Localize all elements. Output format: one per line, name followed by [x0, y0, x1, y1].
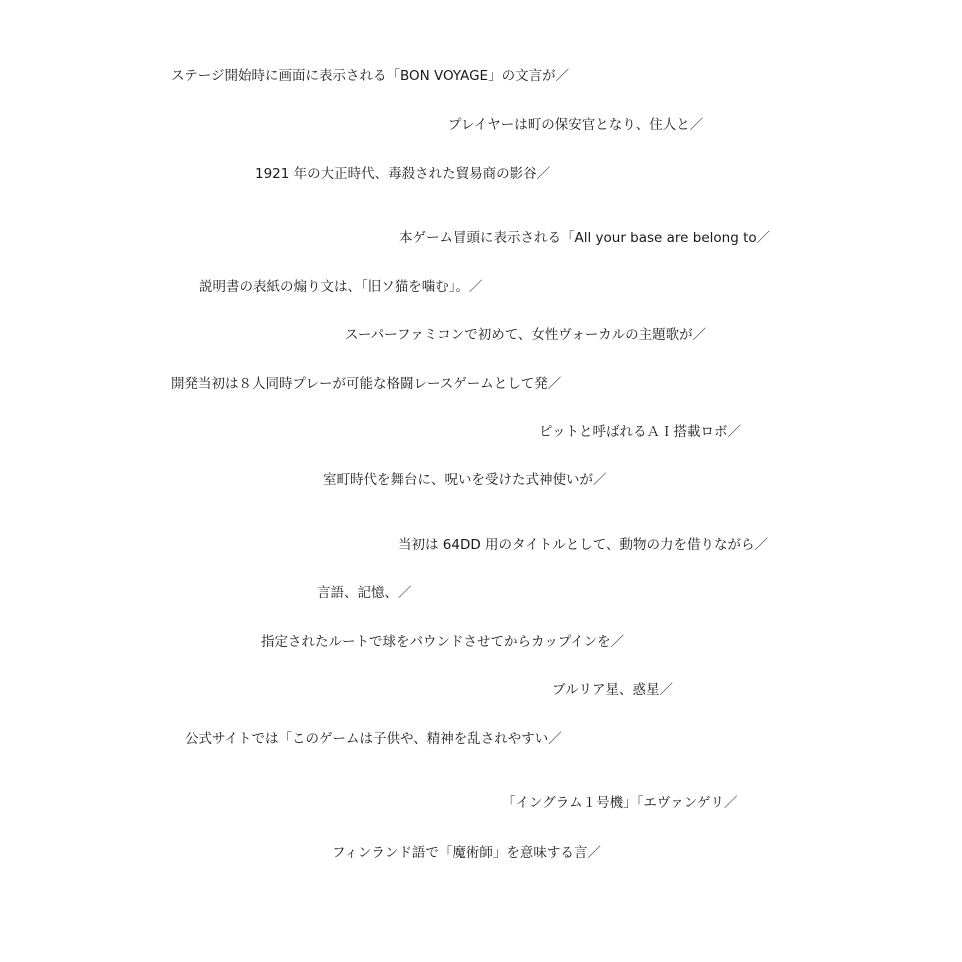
text-line-13: ブルリア星、惑星／ — [552, 682, 673, 698]
text-line-8: ピットと呼ばれるＡＩ搭載ロボ／ — [539, 424, 741, 440]
text-line-6: スーパーファミコンで初めて、女性ヴォーカルの主題歌が／ — [345, 327, 707, 343]
text-line-14: 公式サイトでは「このゲームは子供や、精神を乱されやすい／ — [185, 731, 562, 747]
text-line-16: フィンランド語で「魔術師」を意味する言／ — [332, 845, 601, 861]
text-line-1: ステージ開始時に画面に表示される「BON VOYAGE」の文言が／ — [171, 68, 570, 84]
text-line-10: 当初は 64DD 用のタイトルとして、動物の力を借りながら／ — [398, 537, 769, 553]
text-line-7: 開発当初は８人同時プレーが可能な格闘レースゲームとして発／ — [171, 376, 562, 392]
text-line-11: 言語、記憶、／ — [317, 585, 412, 601]
text-line-5: 説明書の表紙の煽り文は、「旧ソ猫を噛む」。／ — [199, 279, 483, 295]
text-line-15: 「イングラム１号機」「エヴァンゲリ／ — [502, 795, 738, 811]
text-line-2: プレイヤーは町の保安官となり、住人と／ — [448, 117, 704, 133]
text-line-3: 1921 年の大正時代、毒殺された貿易商の影谷／ — [255, 166, 551, 182]
text-line-4: 本ゲーム冒頭に表示される「All your base are belong to／ — [399, 230, 771, 246]
text-line-12: 指定されたルートで球をバウンドさせてからカップインを／ — [261, 634, 625, 650]
text-line-9: 室町時代を舞台に、呪いを受けた式神使いが／ — [323, 472, 607, 488]
